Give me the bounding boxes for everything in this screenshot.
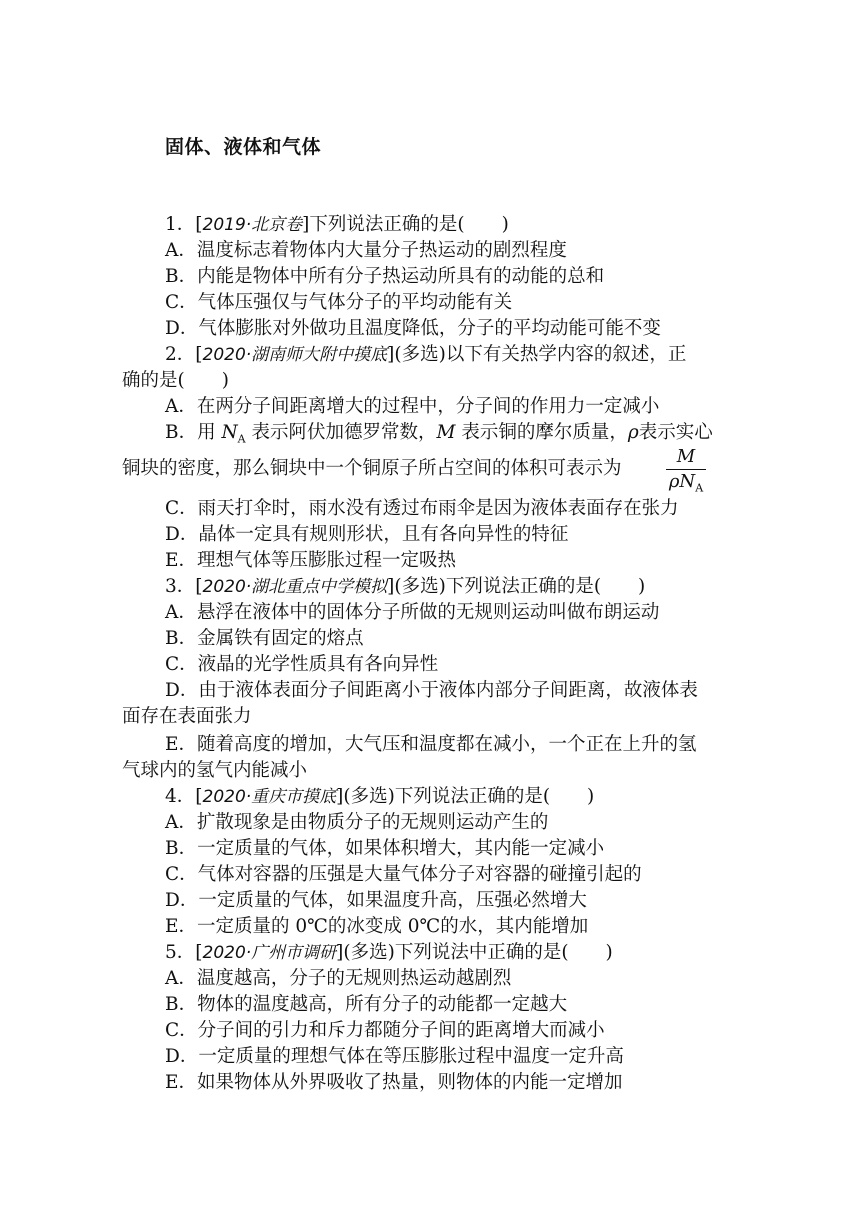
q5-stem [165,940,613,966]
q2-b-text-2: 表示阿伏加德罗常数， [245,422,437,443]
q2-b-text-4: 表示实心 [638,422,713,443]
q3-option-d: D．由于液体表面分子间距离小于液体内部分子间距离，故液体表 [165,680,698,701]
q3-option-c: C．液晶的光学性质具有各向异性 [165,654,439,675]
q5-option-e: E．如果物体从外界吸收了热量，则物体的内能一定增加 [165,1072,623,1093]
q2-source: 2020·湖南师大附中摸底 [202,345,388,365]
avogadro-subscript: A [237,432,246,446]
q1-source: 2019·北京卷 [202,215,303,235]
molar-mass-symbol: M [436,422,456,443]
q3-stem-text: ](多选)下列说法正确的是( ) [387,576,646,597]
q5-option-b: B．物体的温度越高，所有分子的动能都一定越大 [165,994,568,1015]
q3-option-a: A．悬浮在液体中的固体分子所做的无规则运动叫做布朗运动 [165,602,660,623]
q3-option-b: B．金属铁有固定的熔点 [165,628,364,649]
q2-b-text-3: 表示铜的摩尔质量， [455,422,628,443]
q2-stem-text: ](多选)以下有关热学内容的叙述，正 [387,344,687,365]
q1-option-a: A．温度标志着物体内大量分子热运动的剧烈程度 [165,240,567,261]
fraction-numerator: M [676,446,696,467]
q1-stem-text: ]下列说法正确的是( ) [302,214,509,235]
q4-stem [165,784,594,810]
q1-number: 1．[ [165,214,203,235]
q2-option-e: E．理想气体等压膨胀过程一定吸热 [165,550,457,571]
q4-source: 2020·重庆市摸底 [202,787,337,807]
q2-b-text-1: B．用 [165,422,222,443]
q2-option-b-cont: 铜块的密度，那么铜块中一个铜原子所占空间的体积可表示为 [122,458,622,479]
q4-option-e: E．一定质量的 0℃的冰变成 0℃的水，其内能增加 [165,916,589,937]
fraction-denominator-subscript: A [695,481,704,495]
q2-option-c: C．雨天打伞时，雨水没有透过布雨伞是因为液体表面存在张力 [165,498,679,519]
q3-stem [165,574,645,600]
q4-option-c: C．气体对容器的压强是大量气体分子对容器的碰撞引起的 [165,864,642,885]
q4-number: 4．[ [165,786,203,807]
q5-option-a: A．温度越高，分子的无规则热运动越剧烈 [165,968,512,989]
fraction-denominator-text: ρN [668,471,696,492]
q3-source: 2020·湖北重点中学模拟 [202,577,388,597]
volume-fraction [666,446,706,500]
q2-number: 2．[ [165,344,203,365]
q4-option-d: D．一定质量的气体，如果温度升高，压强必然增大 [165,890,587,911]
q1-stem [165,212,509,238]
q5-number: 5．[ [165,942,203,963]
q2-option-b [165,420,713,453]
q2-stem [165,342,686,368]
q5-source: 2020·广州市调研 [202,943,337,963]
q4-option-b: B．一定质量的气体，如果体积增大，其内能一定减小 [165,838,605,859]
q1-option-b: B．内能是物体中所有分子热运动所具有的动能的总和 [165,266,605,287]
q5-stem-text: ](多选)下列说法中正确的是( ) [336,942,613,963]
density-symbol: ρ [627,422,639,443]
q4-stem-text: ](多选)下列说法正确的是( ) [336,786,595,807]
q5-option-d: D．一定质量的理想气体在等压膨胀过程中温度一定升高 [165,1046,624,1067]
q2-option-a: A．在两分子间距离增大的过程中，分子间的作用力一定减小 [165,396,660,417]
q3-option-e: E．随着高度的增加，大气压和温度都在减小，一个正在上升的氢 [165,734,697,755]
q2-option-d: D．晶体一定具有规则形状，且有各向异性的特征 [165,524,569,545]
q1-option-c: C．气体压强仅与气体分子的平均动能有关 [165,292,513,313]
q3-number: 3．[ [165,576,203,597]
page-title: 固体、液体和气体 [165,136,322,158]
q3-option-e-cont: 气球内的氢气内能减小 [122,760,308,781]
q3-option-d-cont: 面存在表面张力 [122,706,252,727]
q2-stem-cont: 确的是( ) [122,370,229,391]
q1-option-d: D．气体膨胀对外做功且温度降低，分子的平均动能可能不变 [165,318,661,339]
q4-option-a: A．扩散现象是由物质分子的无规则运动产生的 [165,812,549,833]
avogadro-symbol: N [221,422,238,443]
q5-option-c: C．分子间的引力和斥力都随分子间的距离增大而减小 [165,1020,605,1041]
fraction-bar [666,469,706,470]
